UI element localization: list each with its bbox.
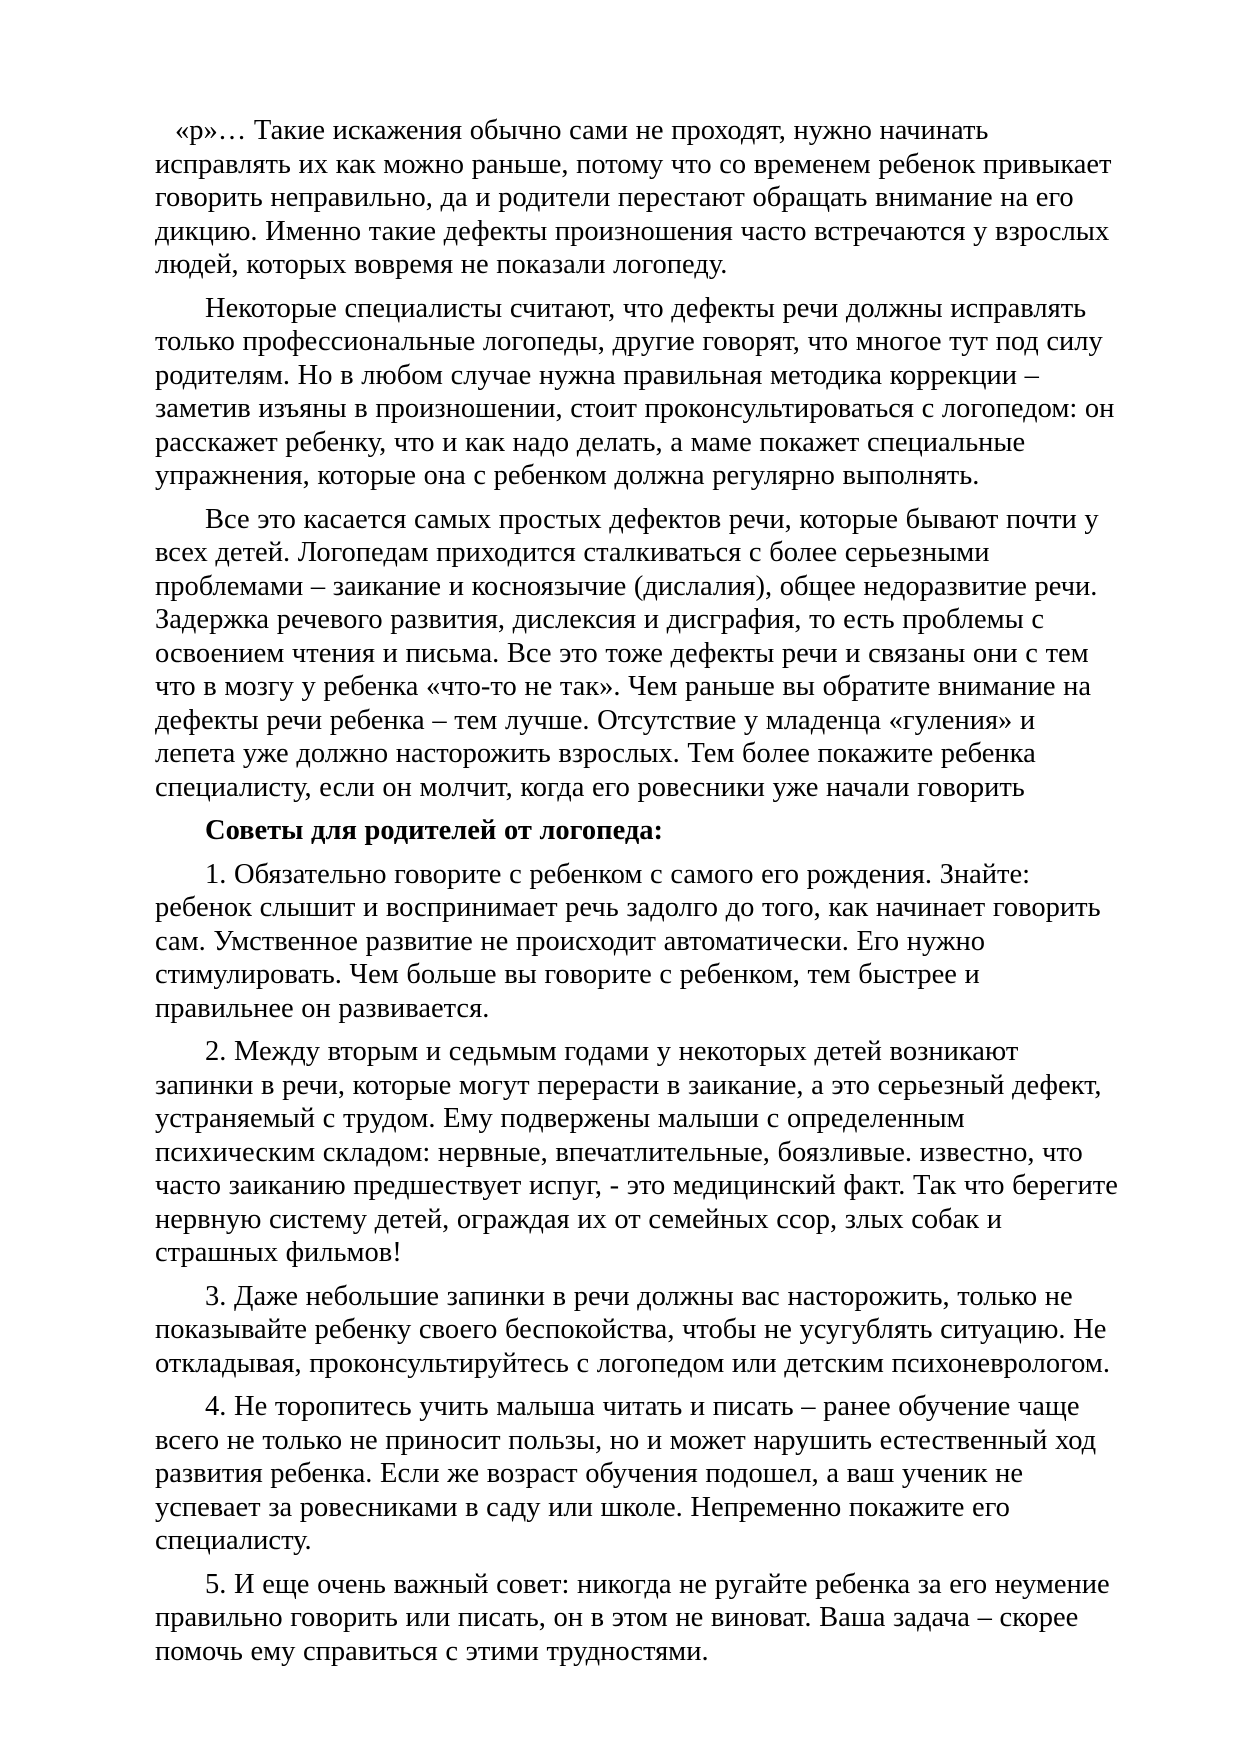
advice-item-1: 1. Обязательно говорите с ребенком с самого его рождения. Знайте: ребенок слышит и воспринимает речь задолго до того, как начинает говорить сам. Умственное развитие не происходит автоматически. Его нужно стимулировать. Чем больше вы говорите с ребенком, тем быстрее и правильнее он развивается. bbox=[155, 858, 1101, 1024]
paragraph-specialists-opinion: Некоторые специалисты считают, что дефекты речи должны исправлять только профессиональные логопеды, другие говорят, что многое тут под силу родителям. Но в любом случае нужна правильная методика коррекции – заметив изъяны в произношении, стоит проконсультироваться с логопедом: он расскажет ребенку, что и как надо делать, а маме покажет специальные упражнения, которые она с ребенком должна регулярно выполнять. bbox=[155, 292, 1115, 491]
advice-item-4: 4. Не торопитесь учить малыша читать и писать – ранее обучение чаще всего не только не приносит пользы, но и может нарушить естественный ход развития ребенка. Если же возраст обучения подошел, а ваш ученик не успевает за ровесниками в саду или школе. Непременно покажите его специалисту. bbox=[155, 1391, 1097, 1556]
paragraph-speech-defects-intro: «р»… Такие искажения обычно сами не проходят, нужно начинать исправлять их как можно раньше, потому что со временем ребенок привыкает говорить неправильно, да и родители перестают обращать внимание на его дикцию. Именно такие дефекты произношения часто встречаются у взрослых людей, которых вовремя не показали логопеду. bbox=[155, 115, 1112, 280]
advice-item-3: 3. Даже небольшие запинки в речи должны вас насторожить, только не показывайте ребенку своего беспокойства, чтобы не усугублять ситуацию. Не откладывая, проконсультируйтесь с логопедом или детским психоневрологом. bbox=[155, 1280, 1110, 1379]
advice-item-2: 2. Между вторым и седьмым годами у некоторых детей возникают запинки в речи, которые могут перерасти в заикание, а это серьезный дефект, устраняемый с трудом. Ему подвержены малыши с определенным психическим складом: нервные, впечатлительные, боязливые. известно, что часто заиканию предшествует испуг, - это медицинский факт. Так что берегите нервную систему детей, ограждая их от семейных ссор, злых собак и страшных фильмов! bbox=[155, 1036, 1118, 1268]
section-heading-advice: Советы для родителей от логопеда: bbox=[205, 815, 664, 846]
paragraph-serious-problems: Все это касается самых простых дефектов речи, которые бывают почти у всех детей. Логопедам приходится сталкиваться с более серьезными проблемами – заикание и косноязычие (дислалия), общее недоразвитие речи. Задержка речевого развития, дислексия и дисграфия, то есть проблемы с освоением чтения и письма. Все это тоже дефекты речи и связаны они с тем что в мозгу у ребенка «что-то не так». Чем раньше вы обратите внимание на дефекты речи ребенка – тем лучше. Отсутствие у младенца «гуления» и лепета уже должно насторожить взрослых. Тем более покажите ребенка специалисту, если он молчит, когда его ровесники уже начали говорить bbox=[155, 503, 1099, 803]
advice-item-5: 5. И еще очень важный совет: никогда не ругайте ребенка за его неумение правильно говорить или писать, он в этом не виноват. Ваша задача – скорее помочь ему справиться с этими трудностями. bbox=[155, 1568, 1110, 1667]
